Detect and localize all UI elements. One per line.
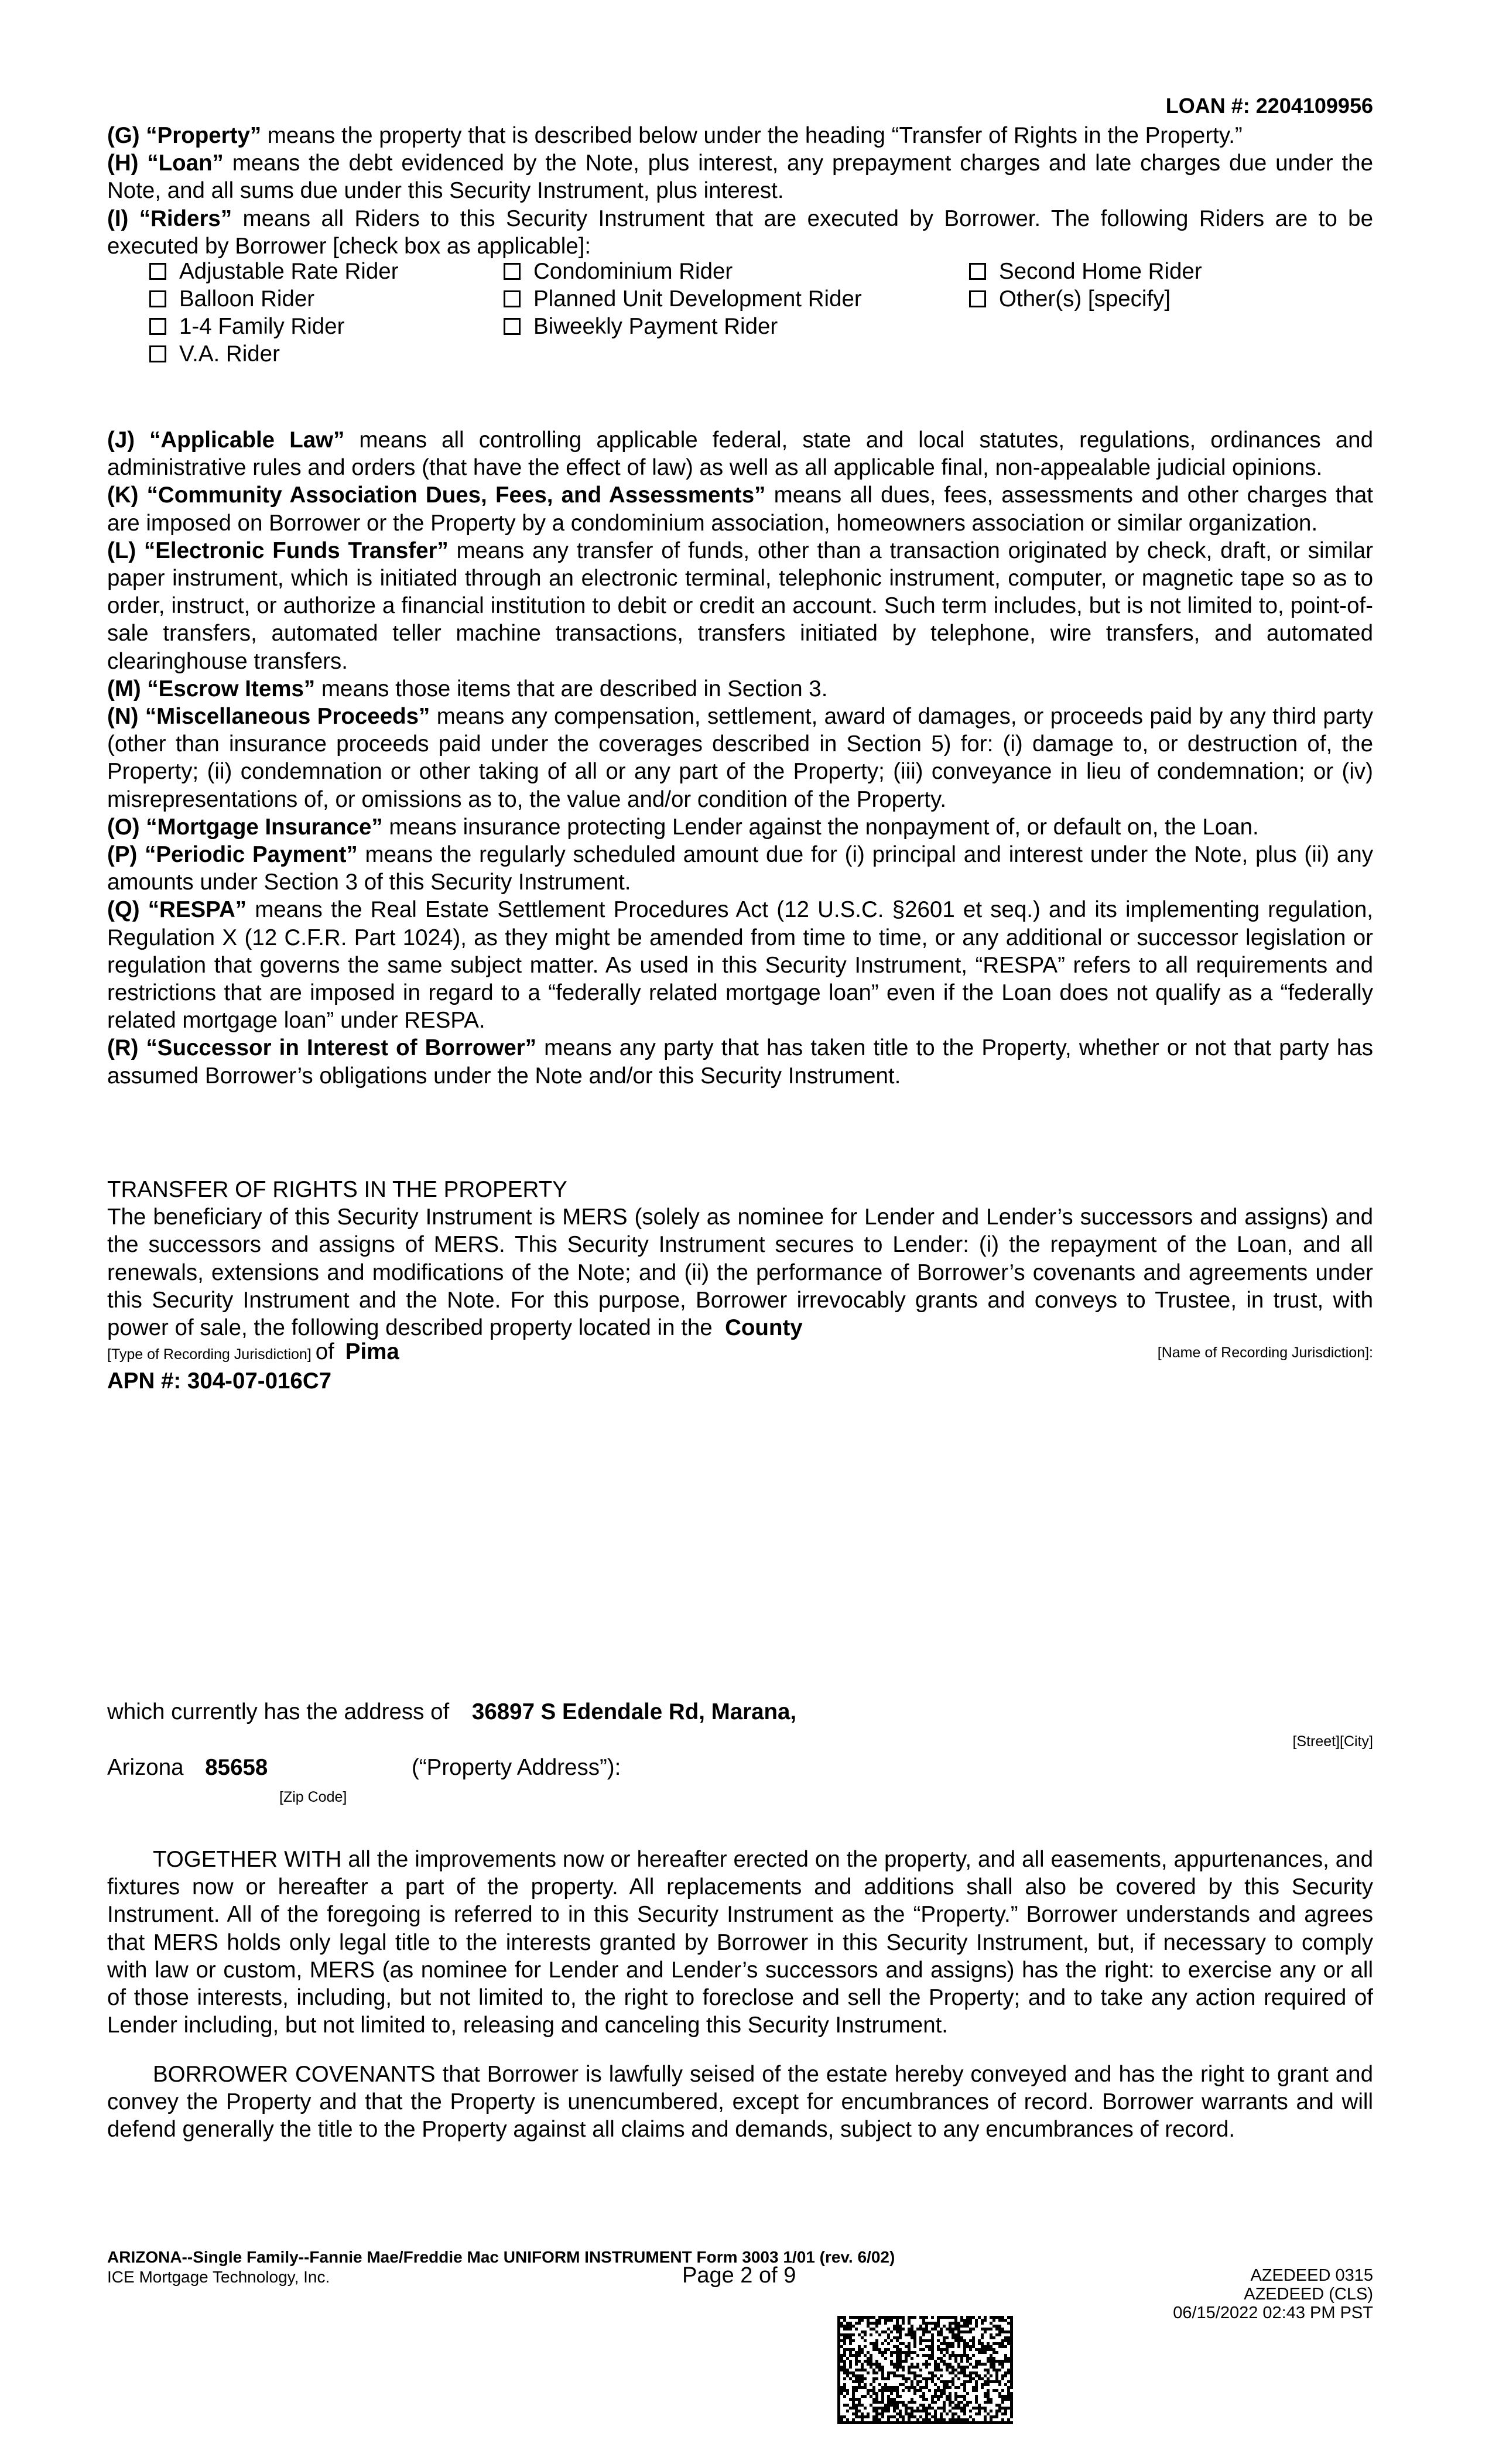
street-city-label: [Street][City] — [1292, 1733, 1373, 1750]
rider-other[interactable]: Other(s) [specify] — [969, 285, 1202, 313]
rider-biweekly[interactable]: Biweekly Payment Rider — [504, 313, 862, 340]
doc-code-2: AZEDEED (CLS) — [1244, 2285, 1373, 2304]
transfer-text: The beneficiary of this Security Instrument is MERS (solely as nominee for Lender and Lender’s successors and assigns) and the successors and assigns of MERS. This Security Instrument secures to Lender: (i) the repayment of the Loan, and all renewals, extensions and modifications of the Note; and (ii) the performance of Borrower’s covenants and agreements under this Security Instrument and the Note. For this purpose, Borrower irrevocably grants and conveys to Trustee, in trust, with power of sale, the following described property located in the County — [107, 1204, 1373, 1341]
checkbox-icon[interactable] — [969, 263, 986, 280]
definition-periodic-payment: (P) “Periodic Payment” means the regularly scheduled amount due for (i) principal and interest under the Note, plus (ii) any amounts under Section 3 of this Security Instrument. — [107, 842, 1373, 895]
definition-misc-proceeds: (N) “Miscellaneous Proceeds” means any compensation, settlement, award of damages, or proceeds paid by any third party (other than insurance proceeds paid under the coverages described in Section 5) for: (i) damage to, or destruction of, the Property; (ii) condemnation or other taking of all or any part of the Property; (iii) conveyance in lieu of condemnation; or (iv) misrepresentations of, or omissions as to, the value and/or condition of the Property. — [107, 704, 1373, 812]
jurisdiction-line: [Type of Recording Jurisdiction] of Pima — [107, 1339, 399, 1364]
definitions-j-r — [107, 426, 1373, 1090]
loan-number: LOAN #: 2204109956 — [1165, 94, 1373, 118]
definition-applicable-law: (J) “Applicable Law” means all controlling applicable federal, state and local statutes, regulations, ordinances and administrative rules and orders (that have the effect of law) as well as all applicable final, non-appealable judicial opinions. — [107, 427, 1373, 481]
definition-eft: (L) “Electronic Funds Transfer” means any transfer of funds, other than a transaction originated by check, draft, or similar paper instrument, which is initiated through an electronic terminal, telephonic instrument, computer, or magnetic tape so as to order, instruct, or authorize a financial institution to debit or credit an account. Such term includes, but is not limited to, point-of-sale transfers, automated teller machine transactions, transfers initiated by telephone, wire transfers, and automated clearinghouse transfers. — [107, 538, 1374, 674]
definition-escrow-items: (M) “Escrow Items” means those items that are described in Section 3. — [107, 676, 828, 701]
zip-label: [Zip Code] — [279, 1789, 347, 1805]
checkbox-icon[interactable] — [149, 290, 166, 307]
checkbox-icon[interactable] — [149, 263, 166, 280]
checkbox-icon[interactable] — [504, 263, 521, 280]
borrower-covenants-paragraph: BORROWER COVENANTS that Borrower is lawfully seised of the estate hereby conveyed and has the right to grant and convey the Property and that the Property is unencumbered, except for encumbrances of record. Borrower warrants and will defend generally the title to the Property against all claims and demands, subject to any encumbrances of record. — [107, 2062, 1373, 2143]
barcode-icon — [837, 2316, 1013, 2424]
rider-va[interactable]: V.A. Rider — [149, 340, 399, 368]
rider-balloon[interactable]: Balloon Rider — [149, 285, 399, 313]
address-line: which currently has the address of 36897 S Edendale Rd, Marana, — [107, 1699, 797, 1724]
footer-right — [1173, 2266, 1373, 2322]
zip-value: 85658 — [205, 1755, 268, 1780]
rider-pud[interactable]: Planned Unit Development Rider — [504, 285, 862, 313]
checkbox-icon[interactable] — [969, 290, 986, 307]
street-city-value: 36897 S Edendale Rd, Marana, — [471, 1699, 797, 1724]
doc-code-1: AZEDEED 0315 — [1250, 2266, 1373, 2285]
state-value: Arizona — [107, 1755, 184, 1780]
apn-number: APN #: 304-07-016C7 — [107, 1368, 332, 1394]
county-value: County — [725, 1315, 803, 1341]
rider-adjustable-rate[interactable]: Adjustable Rate Rider — [149, 258, 399, 285]
definition-respa: (Q) “RESPA” means the Real Estate Settlement Procedures Act (12 U.S.C. §2601 et seq.) and its implementing regulation, Regulation X (12 C.F.R. Part 1024), as they might be amended from time to time, or any additional or successor legislation or regulation that governs the same subject matter. As used in this Security Instrument, “RESPA” refers to all requirements and restrictions that are imposed in regard to a “federally related mortgage loan” even if the Loan does not qualify as a “federally related mortgage loan” under RESPA. — [107, 897, 1373, 1033]
form-id: ARIZONA--Single Family--Fannie Mae/Freddie Mac UNIFORM INSTRUMENT Form 3003 1/01 (rev. 6/02) — [107, 2248, 895, 2266]
definition-mortgage-insurance: (O) “Mortgage Insurance” means insurance protecting Lender against the nonpayment of, or default on, the Loan. — [107, 814, 1259, 840]
transfer-of-rights-section — [107, 1176, 1373, 1341]
together-with-paragraph: TOGETHER WITH all the improvements now or hereafter erected on the property, and all easements, appurtenances, and fixtures now or hereafter a part of the property. All replacements and additions shall also be covered by this Security Instrument. All of the foregoing is referred to in this Security Instrument as the “Property.” Borrower understands and agrees that MERS holds only legal title to the interests granted by Borrower in this Security Instrument, but, if necessary to comply with law or custom, MERS (as nominee for Lender and Lender’s successors and assigns) has the right: to exercise any or all of those interests, including, but not limited to, the right to foreclose and sell the Property; and to take any action required of Lender including, but not limited to, releasing and canceling this Security Instrument. — [107, 1847, 1373, 2038]
rider-condominium[interactable]: Condominium Rider — [504, 258, 862, 285]
definition-successor: (R) “Successor in Interest of Borrower” means any party that has taken title to the Property, whether or not that party has assumed Borrower’s obligations under the Note and/or this Security Instrument. — [107, 1035, 1373, 1089]
rider-1-4-family[interactable]: 1-4 Family Rider — [149, 313, 399, 340]
section-heading: TRANSFER OF RIGHTS IN THE PROPERTY — [107, 1177, 567, 1202]
checkbox-icon[interactable] — [149, 318, 166, 335]
print-timestamp: 06/15/2022 02:43 PM PST — [1173, 2304, 1373, 2322]
company-name: ICE Mortgage Technology, Inc. — [107, 2268, 330, 2286]
checkbox-icon[interactable] — [149, 345, 166, 362]
definitions-g-i — [107, 122, 1373, 260]
definition-property: (G) “Property” means the property that is described below under the heading “Transfer of Rights in the Property.” — [107, 123, 1243, 148]
name-jurisdiction-label: [Name of Recording Jurisdiction]: — [1157, 1344, 1373, 1361]
state-zip-line: Arizona 85658 (“Property Address”): — [107, 1755, 621, 1780]
checkbox-icon[interactable] — [504, 290, 521, 307]
checkbox-icon[interactable] — [504, 318, 521, 335]
page-number: Page 2 of 9 — [682, 2263, 796, 2288]
definition-riders: (I) “Riders” means all Riders to this Security Instrument that are executed by Borrower. The following Riders are to be executed by Borrower [check box as applicable]: — [107, 206, 1374, 259]
definition-community-dues: (K) “Community Association Dues, Fees, and Assessments” means all dues, fees, assessments and other charges that are imposed on Borrower or the Property by a condominium association, homeowners association or similar organization. — [107, 482, 1373, 536]
definition-loan: (H) “Loan” means the debt evidenced by the Note, plus interest, any prepayment charges and late charges due under the Note, and all sums due under this Security Instrument, plus interest. — [107, 150, 1374, 204]
jurisdiction-value: Pima — [345, 1339, 399, 1364]
rider-second-home[interactable]: Second Home Rider — [969, 258, 1202, 285]
type-label: [Type of Recording Jurisdiction] — [107, 1346, 312, 1363]
